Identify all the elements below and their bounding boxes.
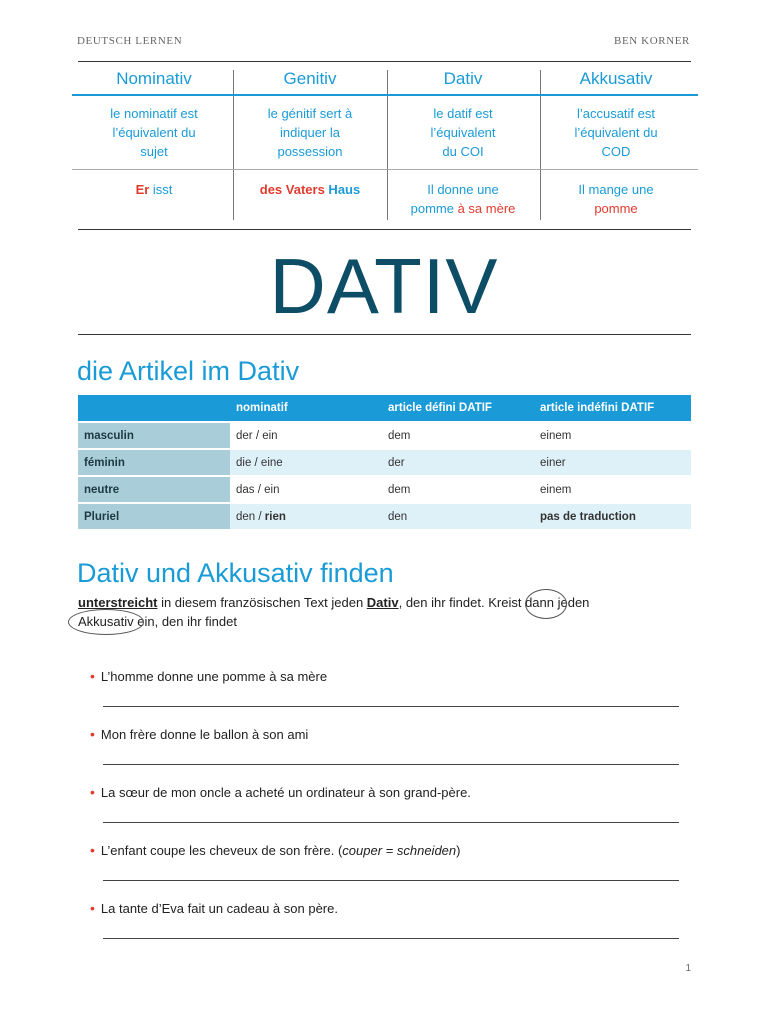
- answer-line[interactable]: [103, 938, 679, 939]
- table-row: [78, 448, 691, 475]
- desc-line: le nominatif est: [110, 106, 198, 121]
- case-example: [548, 180, 684, 218]
- exercise-text: L’enfant coupe les cheveux de son frère. (: [100, 843, 343, 858]
- table-cell: pas de traduction: [534, 502, 691, 529]
- bullet-icon: •: [90, 784, 95, 800]
- example-line: [395, 180, 531, 199]
- table-cell: den: [382, 502, 534, 529]
- section-title-artikel: die Artikel im Dativ: [77, 356, 300, 386]
- title-bottom-rule: [78, 334, 691, 335]
- exercise-item: [90, 784, 471, 800]
- article-table: [78, 395, 691, 529]
- table-cell: dem: [382, 475, 534, 502]
- bullet-icon: •: [90, 842, 95, 858]
- header-rule: [78, 61, 691, 62]
- column-separator: [540, 70, 541, 220]
- case-column-nominativ: [86, 68, 222, 199]
- desc-line: le génitif sert à: [267, 106, 353, 121]
- exercise-text: La sœur de mon oncle a acheté un ordinateur à son grand-père.: [100, 785, 471, 800]
- cell-text: den /: [236, 510, 265, 523]
- table-cell: der / ein: [230, 421, 382, 448]
- main-title: DATIV: [269, 242, 499, 330]
- row-label: Pluriel: [78, 502, 230, 529]
- case-underline: [228, 94, 391, 96]
- bullet-icon: •: [90, 726, 95, 742]
- row-label: masculin: [78, 421, 230, 448]
- table-row: [78, 475, 691, 502]
- exercise-item: [90, 726, 308, 742]
- case-divider: [72, 169, 235, 170]
- header-left: DEUTSCH LERNEN: [77, 35, 183, 47]
- example-line: [242, 180, 378, 199]
- exercise-item: [90, 842, 460, 858]
- case-underline: [72, 94, 235, 96]
- example-segment: Il donne une: [427, 182, 499, 197]
- table-cell: dem: [382, 421, 534, 448]
- table-cell: [230, 502, 382, 529]
- answer-line[interactable]: [103, 880, 679, 881]
- example-line: [395, 199, 531, 218]
- instr-word-underline: unterstreicht: [78, 595, 158, 610]
- column-separator: [233, 70, 234, 220]
- desc-line: l’équivalent du: [112, 125, 196, 140]
- case-divider: [381, 169, 544, 170]
- desc-line: indiquer la: [280, 125, 340, 140]
- example-line: [86, 180, 222, 199]
- answer-line[interactable]: [103, 822, 679, 823]
- example-segment: pomme: [594, 201, 638, 216]
- case-title: Dativ: [443, 69, 483, 88]
- bullet-icon: •: [90, 668, 95, 684]
- instr-text: , den ihr findet.: [398, 595, 489, 610]
- header-right: BEN KORNER: [614, 35, 690, 47]
- example-segment: pomme: [410, 201, 458, 216]
- case-column-dativ: [395, 68, 531, 218]
- example-line: [548, 180, 684, 199]
- table-cell: einer: [534, 448, 691, 475]
- exercise-text: Mon frère donne le ballon à son ami: [100, 727, 309, 742]
- case-example: [395, 180, 531, 218]
- instr-text: dann jeden: [521, 595, 590, 610]
- exercise-text: ): [456, 843, 461, 858]
- table-header-cell: [78, 395, 230, 421]
- table-cell: einem: [534, 421, 691, 448]
- desc-line: du COI: [442, 144, 484, 159]
- exercise-text: L’homme donne une pomme à sa mère: [100, 669, 328, 684]
- instr-word-akkusativ: Akkusativ: [78, 614, 134, 629]
- answer-line[interactable]: [103, 764, 679, 765]
- desc-line: l’accusatif est: [576, 106, 656, 121]
- instr-word-kreist: Kreist: [488, 595, 522, 610]
- desc-line: COD: [601, 144, 631, 159]
- table-row: [78, 502, 691, 529]
- case-description: [86, 104, 222, 162]
- example-segment: Haus: [324, 182, 361, 197]
- bullet-icon: •: [90, 900, 95, 916]
- answer-line[interactable]: [103, 706, 679, 707]
- cell-bold-text: rien: [264, 510, 286, 523]
- case-example: [242, 180, 378, 199]
- example-segment: Er: [135, 182, 150, 197]
- table-row: [78, 421, 691, 448]
- case-divider: [228, 169, 391, 170]
- instr-text: ein, den ihr findet: [133, 614, 237, 629]
- case-example: [86, 180, 222, 199]
- case-column-genitiv: [242, 68, 378, 199]
- exercise-item: [90, 668, 327, 684]
- example-segment: isst: [149, 182, 173, 197]
- desc-line: l’équivalent: [430, 125, 496, 140]
- exercise-text: La tante d’Eva fait un cadeau à son père.: [100, 901, 338, 916]
- column-separator: [387, 70, 388, 220]
- example-segment: des Vaters: [259, 182, 325, 197]
- instr-text: in diesem französischen Text jeden: [157, 595, 367, 610]
- row-label: féminin: [78, 448, 230, 475]
- case-description: [548, 104, 684, 162]
- case-column-akkusativ: [548, 68, 684, 218]
- table-header-cell: article défini DATIF: [382, 395, 534, 421]
- desc-line: sujet: [140, 144, 168, 159]
- case-divider: [534, 169, 697, 170]
- section-title-finden: Dativ und Akkusativ finden: [77, 558, 394, 588]
- table-header-cell: nominatif: [230, 395, 382, 421]
- case-title: Akkusativ: [579, 69, 653, 88]
- example-segment: à sa mère: [457, 201, 516, 216]
- case-underline: [381, 94, 544, 96]
- table-cell: das / ein: [230, 475, 382, 502]
- table-cell: die / eine: [230, 448, 382, 475]
- case-description: [395, 104, 531, 162]
- desc-line: possession: [277, 144, 343, 159]
- example-segment: Il mange une: [578, 182, 654, 197]
- case-description: [242, 104, 378, 162]
- table-header-row: [78, 395, 691, 421]
- instruction-text: [78, 593, 698, 631]
- table-cell: einem: [534, 475, 691, 502]
- case-underline: [534, 94, 697, 96]
- case-title: Nominativ: [116, 69, 192, 88]
- row-label: neutre: [78, 475, 230, 502]
- example-line: [548, 199, 684, 218]
- desc-line: l’équivalent du: [574, 125, 658, 140]
- table-cell: der: [382, 448, 534, 475]
- circle-mark: [68, 609, 144, 635]
- cases-bottom-rule: [78, 229, 691, 230]
- exercise-hint: couper = schneiden: [342, 843, 457, 858]
- circle-mark: [525, 589, 567, 619]
- page-number: 1: [685, 963, 691, 974]
- instr-word-dativ: Dativ: [366, 595, 399, 610]
- table-header-cell: article indéfini DATIF: [534, 395, 691, 421]
- desc-line: le datif est: [433, 106, 493, 121]
- case-title: Genitiv: [283, 69, 337, 88]
- exercise-item: [90, 900, 338, 916]
